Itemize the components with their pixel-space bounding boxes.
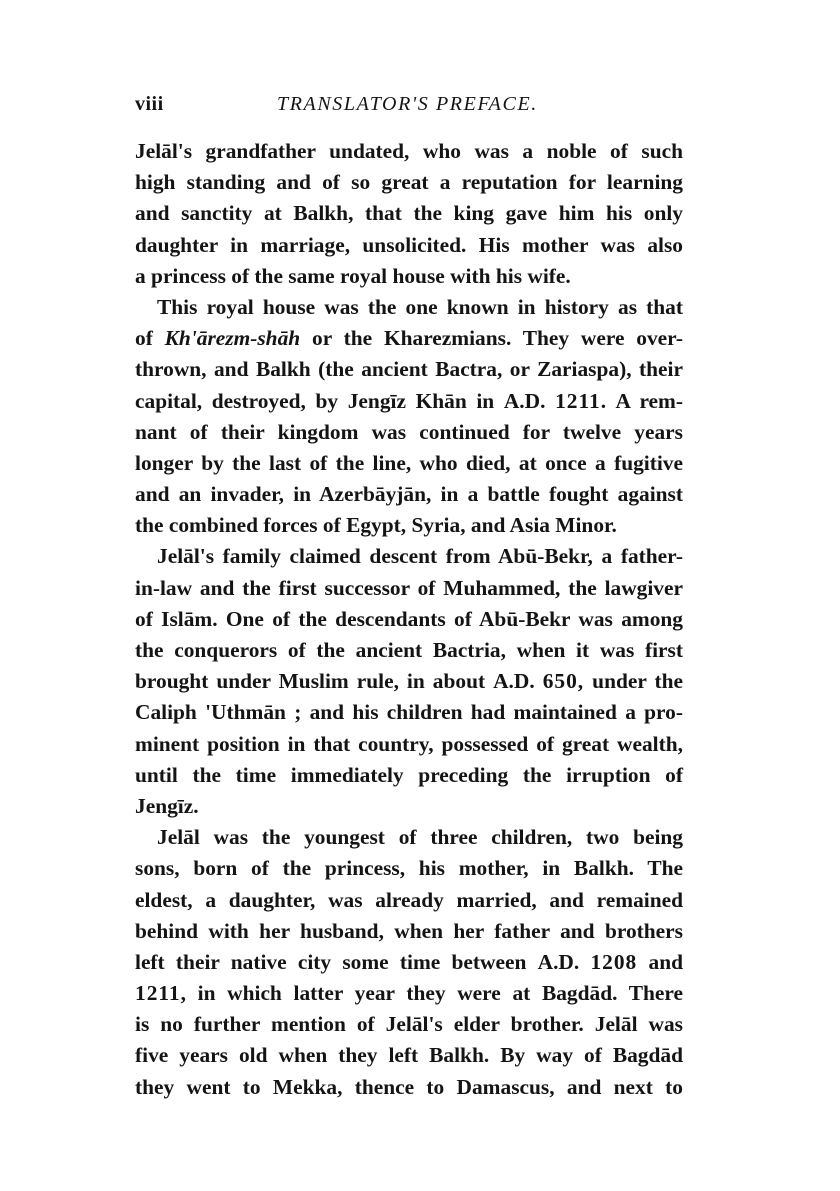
date-year: 1208 bbox=[590, 949, 638, 974]
text-fragment: and bbox=[648, 949, 683, 974]
date-label: A.D. bbox=[537, 949, 580, 974]
date-year: 1211. bbox=[555, 388, 608, 413]
text-line: the conquerors of the ancient Bactria, when it was first bbox=[135, 638, 683, 662]
text-fragment: , in which latter year they were at Bagdād. There bbox=[180, 981, 683, 1006]
date-label: A.D. bbox=[493, 669, 535, 694]
page-number: viii bbox=[135, 93, 164, 115]
text-line: behind with her husband, when her father and brothers bbox=[135, 918, 683, 943]
text-line: nant of their kingdom was continued for twelve years bbox=[135, 419, 683, 444]
text-line: and an invader, in Azerbāyjān, in a battle fought against bbox=[135, 482, 683, 507]
text-line: This royal house was the one known in history as that bbox=[157, 294, 683, 319]
paragraph-2 bbox=[135, 292, 683, 542]
date-year: 650, bbox=[542, 669, 585, 694]
text-line: Jelāl's family claimed descent from Abū-Bekr, a father- bbox=[157, 544, 683, 569]
text-line: thrown, and Balkh (the ancient Bactra, or Zariaspa), their bbox=[135, 357, 683, 382]
running-title: TRANSLATOR'S PREFACE. bbox=[277, 93, 538, 115]
text-line bbox=[135, 323, 683, 354]
text-fragment: under the bbox=[592, 669, 683, 694]
text-line: longer by the last of the line, who died, at once a fugitive bbox=[135, 450, 683, 475]
paragraph-3 bbox=[135, 541, 683, 822]
text-line: Jelāl was the youngest of three children, two being bbox=[157, 825, 683, 850]
body-text bbox=[135, 136, 683, 1103]
text-line: five years old when they left Balkh. By way of Bagdād bbox=[135, 1043, 683, 1068]
text-fragment: left their native city some time between bbox=[135, 949, 527, 974]
text-line: high standing and of so great a reputation for learning bbox=[135, 170, 683, 195]
date-label: A.D. bbox=[503, 388, 546, 413]
running-head bbox=[135, 93, 683, 121]
text-line: in-law and the first successor of Muhammed, the lawgiver bbox=[135, 575, 683, 600]
date-year: 1211 bbox=[135, 981, 181, 1006]
text-line: eldest, a daughter, was already married, and remained bbox=[135, 887, 683, 912]
text-fragment: A rem- bbox=[615, 388, 683, 413]
text-line: of Islām. One of the descendants of Abū-Bekr was among bbox=[135, 606, 683, 631]
text-line: is no further mention of Jelāl's elder brother. Jelāl was bbox=[135, 1012, 683, 1037]
text-fragment: of bbox=[135, 326, 153, 351]
paragraph-4 bbox=[135, 822, 683, 1103]
text-line bbox=[135, 386, 683, 417]
text-line: they went to Mekka, thence to Damascus, and next to bbox=[135, 1074, 683, 1099]
text-line bbox=[135, 978, 683, 1009]
text-fragment: or the Kharezmians. They were over- bbox=[312, 326, 683, 351]
text-fragment: capital, destroyed, by Jengīz Khān in bbox=[135, 388, 495, 413]
paragraph-1 bbox=[135, 136, 683, 292]
text-line: and sanctity at Balkh, that the king gave him his only bbox=[135, 201, 683, 226]
text-line bbox=[135, 947, 683, 978]
text-line: daughter in marriage, unsolicited. His mother was also bbox=[135, 232, 683, 257]
text-line: Jengīz. bbox=[135, 793, 199, 818]
text-line: Jelāl's grandfather undated, who was a noble of such bbox=[135, 139, 683, 163]
text-line: until the time immediately preceding the irruption of bbox=[135, 762, 683, 787]
text-line bbox=[135, 666, 683, 697]
text-line: Caliph 'Uthmān ; and his children had maintained a pro- bbox=[135, 700, 683, 725]
text-line: the combined forces of Egypt, Syria, and Asia Minor. bbox=[135, 513, 617, 538]
text-fragment: brought under Muslim rule, in about bbox=[135, 669, 486, 694]
text-line: minent position in that country, possessed of great wealth, bbox=[135, 731, 683, 756]
text-line: sons, born of the princess, his mother, in Balkh. The bbox=[135, 856, 683, 881]
text-line: a princess of the same royal house with his wife. bbox=[135, 263, 571, 288]
italic-term: Kh'ārezm-shāh bbox=[164, 326, 301, 351]
